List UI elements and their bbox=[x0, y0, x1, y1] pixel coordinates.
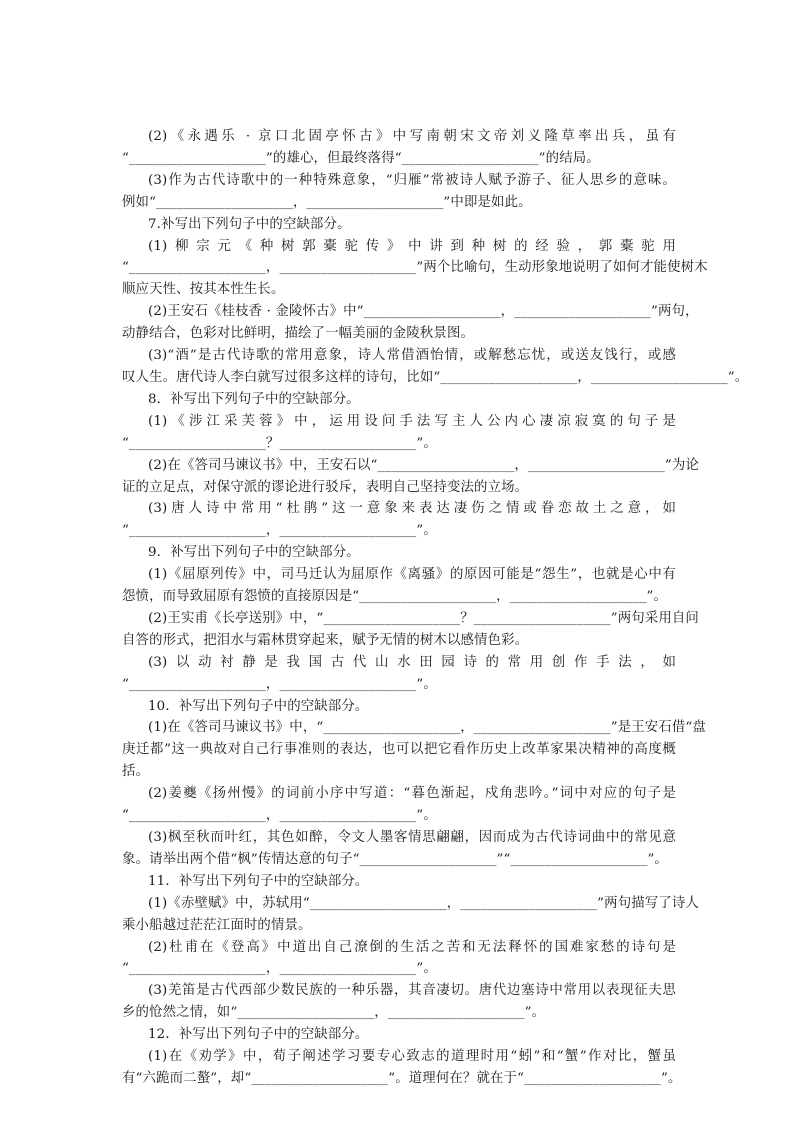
text-line-l15: “____________________？____________________”。 bbox=[122, 435, 437, 451]
text-line-l25: (3)以动衬静是我国古代山水田园诗的常用创作手法，如 bbox=[148, 654, 676, 670]
text-line-l44: 有“六跪而二螯”，却“____________________”。道理何在？就在于“____________________”。 bbox=[122, 1070, 682, 1086]
text-line-l28: (1)在《答司马谏议书》中，“____________________，____________________”是王安石借“盘 bbox=[148, 720, 706, 736]
text-line-l02: “____________________”的雄心，但最终落得“____________________”的结局。 bbox=[122, 150, 600, 166]
text-line-l33: (3)枫至秋而叶红，其色如醉，令文人墨客情思翩翩，因而成为古代诗词曲中的常见意 bbox=[148, 830, 676, 845]
text-line-l03: (3)作为古代诗歌中的一种特殊意象，“归雁”常被诗人赋予游子、征人思乡的意味。 bbox=[148, 172, 676, 188]
text-line-l14: (1)《涉江采芙蓉》中，运用设问手法写主人公内心凄凉寂寞的句子是 bbox=[148, 413, 676, 429]
text-line-l38: (2)杜甫在《登高》中道出自己潦倒的生活之苦和无法释怀的国难家愁的诗句是 bbox=[148, 939, 676, 955]
text-line-l16: (2)在《答司马谏议书》中，王安石以“____________________，____________________”为论 bbox=[148, 457, 699, 473]
text-line-l07: “____________________，____________________”两个比喻句，生动形象地说明了如何才能使树木 bbox=[122, 260, 708, 276]
text-line-l30: 括。 bbox=[122, 764, 150, 780]
text-line-l42: 12．补写出下列句子中的空缺部分。 bbox=[148, 1027, 369, 1043]
text-line-l34: 象。请举出两个借“枫”传情达意的句子“____________________”“____________________”。 bbox=[122, 851, 668, 867]
text-line-l29: 庚迁都”这一典故对自己行事准则的表达，也可以把它看作历史上改革家果决精神的高度概 bbox=[122, 742, 676, 758]
text-line-l10: 动静结合，色彩对比鲜明，描绘了一幅美丽的金陵秋景图。 bbox=[122, 326, 475, 342]
text-line-l24: 自答的形式，把泪水与霜林贯穿起来，赋予无情的树木以感情色彩。 bbox=[122, 632, 529, 648]
text-line-l36: (1)《赤壁赋》中，苏轼用“____________________，____________________”两句描写了诗人 bbox=[148, 895, 699, 911]
text-line-l21: (1)《屈原列传》中，司马迁认为屈原作《离骚》的原因可能是“怨生”，也就是心中有 bbox=[148, 567, 676, 583]
text-line-l12: 叹人生。唐代诗人李白就写过很多这样的诗句，比如“____________________，____________________”。 bbox=[122, 369, 749, 385]
text-line-l43: (1)在《劝学》中，荀子阐述学习要专心致志的道理时用“蚓”和“蟹”作对比，蟹虽 bbox=[148, 1049, 676, 1065]
text-line-l20: 9．补写出下列句子中的空缺部分。 bbox=[148, 545, 360, 561]
text-line-l05: 7.补写出下列句子中的空缺部分。 bbox=[148, 216, 351, 232]
text-line-l31: (2)姜夔《扬州慢》的词前小序中写道：“暮色渐起，戍角悲吟。”词中对应的句子是 bbox=[148, 786, 676, 802]
text-line-l32: “____________________，____________________”。 bbox=[122, 808, 437, 824]
text-line-l06: (1)柳宗元《种树郭橐驼传》中讲到种树的经验，郭橐驼用 bbox=[148, 238, 676, 254]
text-line-l11: (3)“酒”是古代诗歌的常用意象，诗人常借酒怡情，或解愁忘忧，或送友饯行，或感 bbox=[148, 348, 676, 364]
text-line-l23: (2)王实甫《长亭送别》中，“____________________？____________________”两句采用自问 bbox=[148, 610, 699, 626]
text-line-l18: (3)唐人诗中常用“杜鹃”这一意象来表达凄伤之情或眷恋故土之意，如 bbox=[148, 501, 676, 517]
text-line-l41: 乡的怆然之情，如“____________________，____________________”。 bbox=[122, 1005, 546, 1021]
text-line-l17: 证的立足点，对保守派的谬论进行驳斥，表明自己坚持变法的立场。 bbox=[122, 479, 529, 495]
text-line-l40: (3)羌笛是古代西部少数民族的一种乐器，其音凄切。唐代边塞诗中常用以表现征夫思 bbox=[148, 983, 676, 999]
text-line-l35: 11．补写出下列句子中的空缺部分。 bbox=[148, 873, 369, 889]
text-line-l22: 怨愤，而导致屈原有怨愤的直接原因是“____________________，____________________”。 bbox=[122, 589, 668, 605]
text-line-l08: 顺应天性、按其本性生长。 bbox=[122, 282, 285, 298]
text-line-l37: 乘小船越过茫茫江面时的情景。 bbox=[122, 917, 312, 933]
text-line-l09: (2)王安石《桂枝香 · 金陵怀古》中“____________________，____________________”两句， bbox=[148, 304, 699, 320]
text-line-l27: 10．补写出下列句子中的空缺部分。 bbox=[148, 698, 369, 714]
text-line-l01: (2)《永遇乐 · 京口北固亭怀古》中写南朝宋文帝刘义隆草率出兵，虽有 bbox=[148, 129, 676, 144]
text-line-l39: “____________________，____________________”。 bbox=[122, 961, 437, 977]
text-line-l26: “____________________，____________________”。 bbox=[122, 676, 437, 692]
text-line-l19: “____________________，____________________”。 bbox=[122, 523, 437, 539]
text-line-l13: 8．补写出下列句子中的空缺部分。 bbox=[148, 391, 360, 407]
text-line-l04: 例如“____________________，____________________”中即是如此。 bbox=[122, 194, 532, 210]
